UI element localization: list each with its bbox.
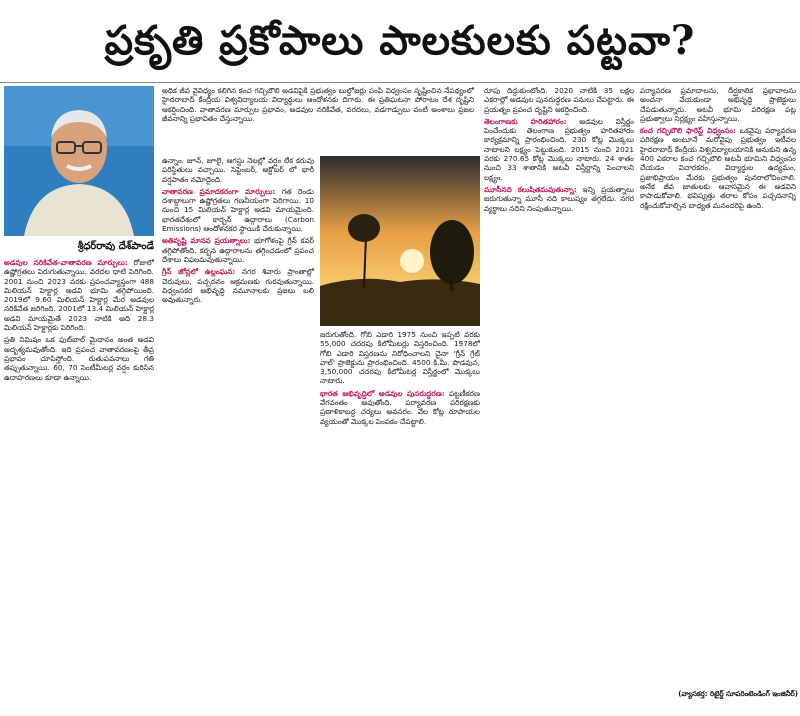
- byline: శ్రీధర్‌రావు దేశ్‌పాండే: [77, 241, 154, 252]
- col5-para-1: పర్యావరణ ప్రమాదాలను, దీర్ఘకాలిక ప్రభావాలను అంచనా వేయకుండా అభివృద్ధి ప్రాజెక్టులు చేపడుతున్నారు. అటవీ భూమి పరిరక్షణ పట్ల ప్రభుత్వాలు నిర్లక్ష్యం వహిస్తున్నాయి.: [640, 86, 796, 123]
- column-5: [640, 86, 796, 686]
- landscape-photo: [320, 156, 480, 326]
- col2-para-1: ఉన్నాం. జూన్, జూలై, ఆగస్టు నెలల్లో వర్షం లేక కరువు పరిస్థితులు వచ్చాయి. సెప్టెంబర్, అక్టోబర్ లో భారీ వర్షపాతం నమోదైంది.: [162, 156, 314, 184]
- col1-sub-1: అడవుల నరికివేత-వాతావరణ మార్పులు:: [4, 258, 128, 267]
- col2-para-4: గ్రీన్ జోన్లలో ఉల్లంఘన: నగర శివారు ప్రాంతాల్లో చెరువులు, పచ్చదనం ఆక్రమణకు గురవుతున్నాయి. విధ్వంసకర అభివృద్ధి నమూనాలకు ప్రజలు బలి అవుతున్నారు.: [162, 267, 314, 305]
- author-credit: (వ్యాసకర్త: రిటైర్డ్ సూపరింటెండింగ్ ఇంజినీర్): [678, 690, 798, 698]
- column-1: [4, 258, 154, 710]
- col2-para-2: వాతావరణ ప్రమాదకరంగా మార్పులు: గత రెండు దశాబ్దాలుగా ఉష్ణోగ్రతలు గణనీయంగా పెరిగాయి. 10 నుంచి 15 మిలియన్ హెక్టార్ల అడవి మాయమైంది. భారతదేశంలో కార్బన్ ఉద్గారాలు (Carbon Emissions) ఆందోళనకర స్థాయికి చేరుకున్నాయి.: [162, 186, 314, 234]
- intro-paragraph: అధిక జీవ వైవిధ్యం కలిగిన కంచ గచ్చిబౌలి అడవిపైకి ప్రభుత్వం బుల్డోజర్లు పంపి విధ్వంసం సృష్టించిన నేపథ్యంలో హైదరాబాద్ కేంద్రీయ విశ్వవిద్యాలయ విద్యార్థులు ఆందోళనకు దిగారు. ఈ ప్రతిఘటనా పోరాటం దేశ దృష్టిని ఆకర్షించింది. వాతావరణ మార్పుల ప్రభావం, అడవుల నరికివేత, వరదలు, వడగాడ్పులు వంటి అంశాలు ప్రజల జీవనాన్ని ప్రభావితం చేస్తున్నాయి.: [162, 86, 474, 123]
- intro-text: [162, 86, 474, 148]
- column-2: [162, 156, 314, 710]
- headline: ప్రకృతి ప్రకోపాలు పాలకులకు పట్టవా?: [0, 0, 800, 83]
- author-photo: [4, 86, 154, 236]
- col2-para-3: అతివృష్టి మానవ ప్రయత్నాలు: భూగోళంపై గ్రీన్ కవర్ తగ్గిపోతోంది. కర్బన ఉద్గారాలను తగ్గించడంలో ప్రపంచ దేశాలు విఫలమవుతున్నాయి.: [162, 236, 314, 264]
- col4-para-1: రూపు దిద్దుకుంటోంది. 2020 నాటికి 35 లక్షల ఎకరాల్లో అడవుల పునరుద్ధరణ పనులు చేపట్టారు. ఈ ప్రయత్నం ప్రపంచ దృష్టిని ఆకర్షించింది.: [484, 86, 634, 114]
- col5-para-2: కంచ గచ్చిబౌలి ఫారెస్ట్ విధ్వంసం: ఒకవైపు పర్యావరణ పరిరక్షణ అంటూనే మరోవైపు ప్రభుత్వం ఇటీవల హైదరాబాద్ కేంద్రీయ విశ్వవిద్యాలయానికి ఆనుకుని ఉన్న 400 ఎకరాల కంచ గచ్చిబౌలి అటవీ భూమిని విధ్వంసం చేయడం విచారకరం. విద్యార్థుల ఉద్యమం, ప్రజాభిప్రాయం మేరకు ప్రభుత్వం పునరాలోచించాలి. అనేక జీవ జాతులకు ఆవాసమైన ఈ అడవిని కాపాడుకోవాలి. భవిష్యత్తు తరాల కోసం పచ్చదనాన్ని రక్షించుకోవాల్సిన బాధ్యత మనందరిపై ఉంది.: [640, 126, 796, 210]
- col3-para-1: జరుగుతోంది. గోబి ఎడారి 1975 నుంచి ఇప్పటి వరకు 55,000 చదరపు కిలోమీటర్లు విస్తరించింది. 1978లో గోబి ఎడారి విస్తరణను నిరోధించాలని చైనా 'గ్రీన్ గ్రేట్ వాల్' ప్రాజెక్టును ప్రారంభించింది. 4500 కి.మీ. పొడవున, 3,50,000 చదరపు కిలోమీటర్ల విస్తీర్ణంలో మొక్కలు నాటారు.: [320, 330, 480, 386]
- col3-para-2: భారత అభివృద్ధిలో అడవుల పునరుద్ధరణ: పట్టణీకరణ వేగవంతం అవుతోంది. పర్యావరణ పరిరక్షణకు ప్రణాళికాబద్ధ చర్యలు అవసరం. వేల కోట్ల రూపాయల వ్యయంతో మొక్కల పెంపకం చేపట్టాలి.: [320, 388, 480, 426]
- col4-para-2: తెలంగాణకు హరితహారం: అడవుల విస్తీర్ణం పెంచేందుకు తెలంగాణ ప్రభుత్వం హరితహారం కార్యక్రమాన్ని ప్రారంభించింది. 230 కోట్ల మొక్కలు నాటాలని లక్ష్యం పెట్టుకుంది. 2015 నుంచి 2021 వరకు 270.65 కోట్ల మొక్కలు నాటారు. 24 శాతం నుంచి 33 శాతానికి అటవీ విస్తీర్ణాన్ని పెంచాలని లక్ష్యం.: [484, 116, 634, 182]
- col1-para-1: అడవుల నరికివేత-వాతావరణ మార్పులు: రోజులో ఉష్ణోగ్రతలు పెరుగుతున్నాయి. వరదల ధాటి పెరిగింది. 2001 నుంచి 2023 వరకు ప్రపంచవ్యాప్తంగా 488 మిలియన్ హెక్టార్ల అడవి భూమి తగ్గిపోయింది. 2019లో 9.60 మిలియన్ హెక్టార్ల మేర అడవుల నరికివేత జరిగింది. 2001లో 13.4 మిలియన్ హెక్టార్ల అడవి మాయమైతే 2023 నాటికి అది 28.3 మిలియన్ హెక్టార్లకు పెరిగింది.: [4, 258, 154, 333]
- column-3: [320, 330, 480, 710]
- col4-para-3: మూసీనది కలుషితమవుతున్నా: ఇన్ని ప్రయత్నాలు జరుగుతున్నా మూసీ నది కాలుష్యం తగ్గలేదు. నగర వ్యర్థాలు నదిని నింపుతున్నాయి.: [484, 184, 634, 213]
- column-4: [484, 86, 634, 710]
- col1-para-2: ప్రతి నిమిషం ఒక ఫుట్‌బాల్ మైదానం అంత అడవి అదృశ్యమవుతోంది. ఇది ప్రపంచ వాతావరణంపై తీవ్ర ప్రభావం చూపిస్తోంది. రుతుపవనాలు గతి తప్పుతున్నాయి. 60, 70 సెంటీమీటర్ల వర్షం కురిసిన ఉదాహరణలు కూడా ఉన్నాయి.: [4, 335, 154, 382]
